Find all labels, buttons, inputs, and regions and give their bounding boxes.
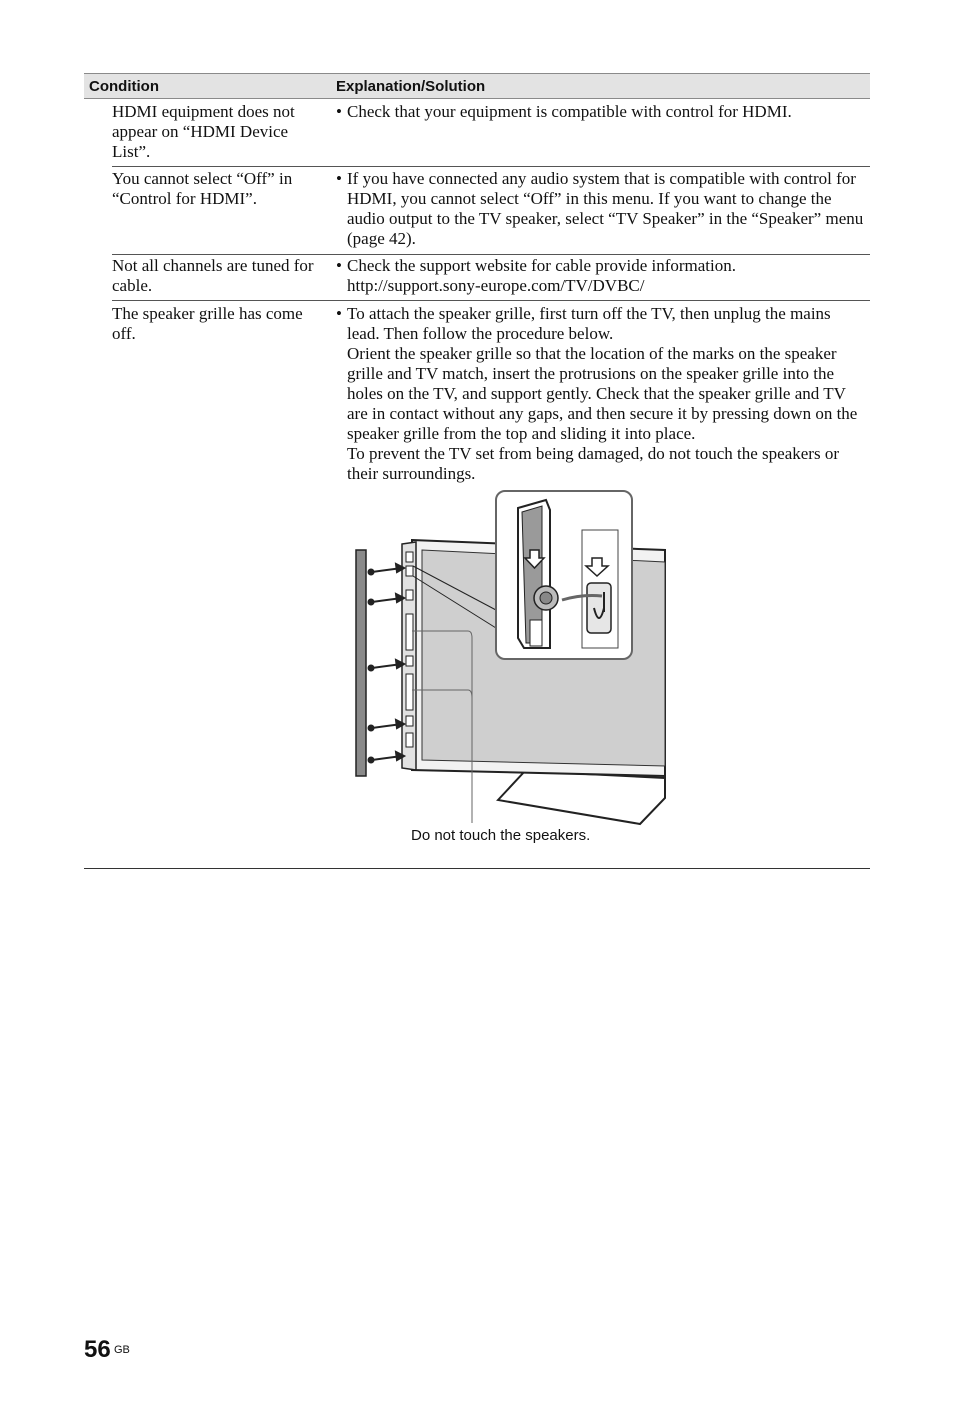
bullet: • xyxy=(336,256,342,275)
table-bottom-rule xyxy=(84,868,870,869)
explanation-text: If you have connected any audio system that is compatible with control for HDMI, you cannot select “Off” in this menu. If you want to change the audio output to the TV speaker, select “TV Speaker” in the “Speaker” menu (page 42). xyxy=(347,169,864,248)
condition-cell: You cannot select “Off” in “Control for HDMI”. xyxy=(112,169,293,208)
row-divider xyxy=(112,300,870,301)
condition-cell: Not all channels are tuned for cable. xyxy=(112,256,314,295)
speaker-grille-illustration xyxy=(350,488,670,828)
row-divider xyxy=(112,166,870,167)
speaker-grille xyxy=(356,550,366,776)
bullet: • xyxy=(336,304,342,323)
support-url: http://support.sony-europe.com/TV/DVBC/ xyxy=(347,276,645,295)
table-header xyxy=(84,73,870,99)
header-explanation: Explanation/Solution xyxy=(336,78,486,95)
attach-arrows xyxy=(369,564,405,763)
page-region-label: GB xyxy=(114,1344,130,1356)
page-number: 56 xyxy=(84,1336,111,1363)
condition-cell: The speaker grille has come off. xyxy=(112,304,303,343)
explanation-text: Check the support website for cable provide information. xyxy=(347,256,736,275)
bullet: • xyxy=(336,169,342,188)
explanation-text: Check that your equipment is compatible with control for HDMI. xyxy=(347,102,792,121)
tv-stand xyxy=(498,771,665,824)
figure-caption: Do not touch the speakers. xyxy=(411,827,591,844)
row-divider xyxy=(112,254,870,255)
explanation-text: To prevent the TV set from being damaged, do not touch the speakers or their surroundings. xyxy=(347,444,839,483)
explanation-text: To attach the speaker grille, first turn off the TV, then unplug the mains lead. Then follow the procedure below. xyxy=(347,304,831,343)
header-condition: Condition xyxy=(89,78,159,95)
bullet: • xyxy=(336,102,342,121)
explanation-text: Orient the speaker grille so that the location of the marks on the speaker grille and TV match, insert the protrusions on the speaker grille into the holes on the TV, and support gently. Check that the speaker grille and TV are in contact without any gaps, and then secure it by pressing down on the speaker grille from the top and sliding it into place. xyxy=(347,344,858,443)
mounting-hole xyxy=(587,583,611,633)
condition-cell: HDMI equipment does not appear on “HDMI Device List”. xyxy=(112,102,295,161)
